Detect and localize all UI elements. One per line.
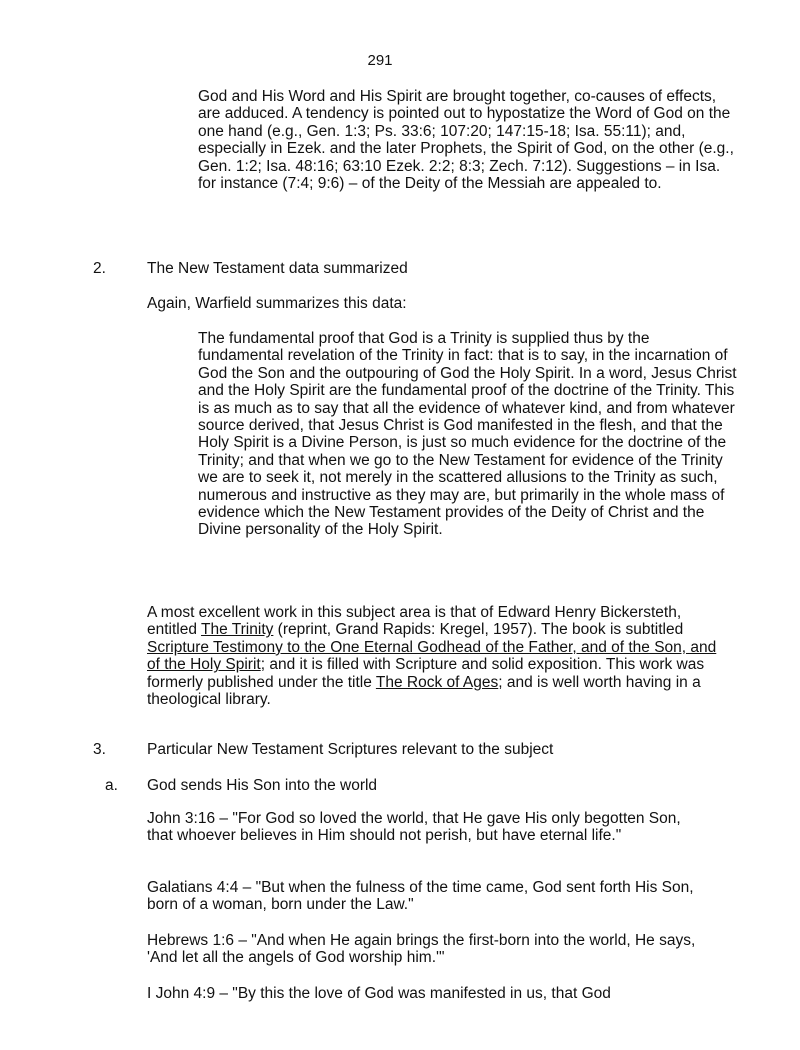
- paragraph-text-1: A most excellent work in this subject area is that of Edward Henry Bickersteth, entitled: [147, 604, 682, 639]
- section-2-intro: Again, Warfield summarizes this data:: [147, 295, 407, 312]
- book-subtitle: Scripture Testimony to the One Eternal Godhead of the Father, and of the Son, and of the Holy Spirit: [147, 638, 717, 674]
- page-number: 291: [367, 52, 393, 69]
- verse-galatians-4-4: Galatians 4:4 – "But when the fulness of the time came, God sent forth His Son, born of a woman, born under the Law.": [147, 879, 694, 914]
- paragraph-text-2: (reprint, Grand Rapids: Kregel, 1957). The book is subtitled: [273, 621, 684, 639]
- paragraph-text-4: ; and is well worth having in a theological library.: [147, 673, 701, 709]
- section-3-number: 3.: [93, 741, 106, 758]
- verse-1-john-4-9: I John 4:9 – "By this the love of God was manifested in us, that God: [147, 985, 611, 1002]
- block-quote-old-testament: God and His Word and His Spirit are brought together, co-causes of effects, are adduced. A tendency is pointed out to hypostatize the Word of God on the one hand (e.g., Gen. 1:3; Ps. 33:6; 107:20; 147:15-18; Isa. 55:11); and, especially in Ezek. and the later Prophets, the Spirit of God, on the other (e.g., Gen. 1:2; Isa. 48:16; 63:10 Ezek. 2:2; 8:3; Zech. 7:12). Suggestions – in Isa. for instance (7:4; 9:6) – of the Deity of the Messiah are appealed to.: [198, 88, 734, 193]
- bickersteth-paragraph: [147, 604, 727, 708]
- verse-john-3-16: John 3:16 – "For God so loved the world, that He gave His only begotten Son, that whoever believes in Him should not perish, but have eternal life.": [147, 810, 681, 845]
- subsection-a-letter: a.: [105, 777, 118, 794]
- book-title-the-trinity: The Trinity: [201, 621, 274, 639]
- subsection-a-heading: God sends His Son into the world: [147, 777, 378, 794]
- section-2-number: 2.: [93, 260, 106, 277]
- section-2-heading: The New Testament data summarized: [147, 260, 408, 277]
- verse-hebrews-1-6: Hebrews 1:6 – "And when He again brings the first-born into the world, He says, 'And let all the angels of God worship him.'": [147, 932, 696, 967]
- paragraph-text-3: ; and it is filled with Scripture and solid exposition. This work was formerly published under the title: [147, 656, 705, 691]
- section-3-heading: Particular New Testament Scriptures relevant to the subject: [147, 741, 554, 758]
- book-title-rock-of-ages: The Rock of Ages: [375, 673, 499, 691]
- block-quote-warfield: The fundamental proof that God is a Trinity is supplied thus by the fundamental revelation of the Trinity in fact: that is to say, in the incarnation of God the Son and the outpouring of God the Holy Spirit. In a word, Jesus Christ and the Holy Spirit are the fundamental proof of the doctrine of the Trinity. This is as much as to say that all the evidence of whatever kind, and from whatever source derived, that Jesus Christ is God manifested in the flesh, and that the Holy Spirit is a Divine Person, is just so much evidence for the doctrine of the Trinity; and that when we go to the New Testament for evidence of the Trinity we are to seek it, not merely in the scattered allusions to the Trinity as such, numerous and instructive as they may are, but primarily in the whole mass of evidence which the New Testament provides of the Deity of Christ and the Divine personality of the Holy Spirit.: [198, 330, 737, 539]
